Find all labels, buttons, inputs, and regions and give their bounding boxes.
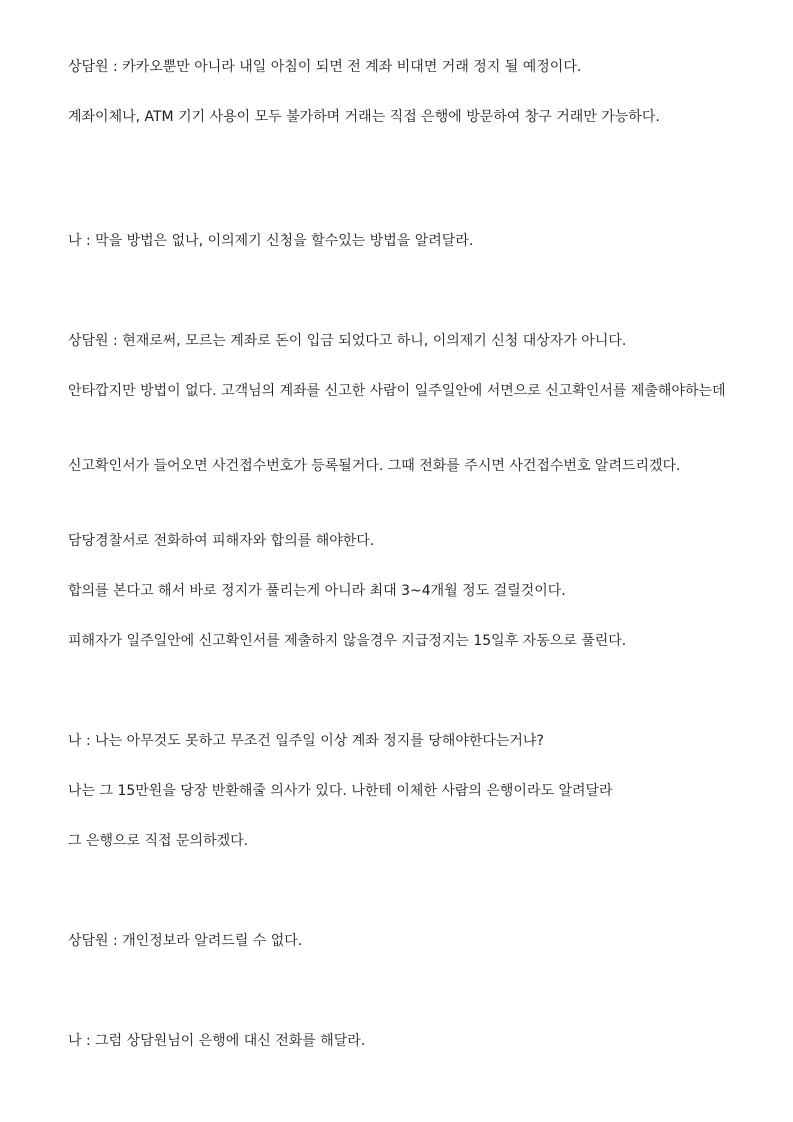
paragraph: 나 : 그럼 상담원님이 은행에 대신 전화를 해달라.	[68, 1033, 366, 1049]
paragraph: 상담원 : 카카오뿐만 아니라 내일 아침이 되면 전 계좌 비대면 거래 정지 될 예정이다.	[68, 59, 582, 75]
paragraph: 나는 그 15만원을 당장 반환해줄 의사가 있다. 나한테 이체한 사람의 은행이라도 알려달라	[68, 783, 613, 799]
paragraph: 나 : 막을 방법은 없나, 이의제기 신청을 할수있는 방법을 알려달라.	[68, 233, 474, 249]
paragraph: 담당경찰서로 전화하여 피해자와 합의를 해야한다.	[68, 533, 375, 549]
paragraph: 계좌이체나, ATM 기기 사용이 모두 불가하며 거래는 직접 은행에 방문하여 창구 거래만 가능하다.	[68, 109, 660, 125]
paragraph: 그 은행으로 직접 문의하겠다.	[68, 833, 249, 849]
paragraph: 신고확인서가 들어오면 사건접수번호가 등록될거다. 그때 전화를 주시면 사건접수번호 알려드리겠다.	[68, 458, 681, 474]
paragraph: 합의를 본다고 해서 바로 정지가 풀리는게 아니라 최대 3~4개월 정도 걸릴것이다.	[68, 583, 566, 599]
paragraph: 안타깝지만 방법이 없다. 고객님의 계좌를 신고한 사람이 일주일안에 서면으로 신고확인서를 제출해야하는데	[68, 383, 726, 399]
paragraph: 상담원 : 개인정보라 알려드릴 수 없다.	[68, 933, 303, 949]
paragraph: 나 : 나는 아무것도 못하고 무조건 일주일 이상 계좌 정지를 당해야한다는거냐?	[68, 733, 544, 749]
paragraph: 피해자가 일주일안에 신고확인서를 제출하지 않을경우 지급정지는 15일후 자동으로 풀린다.	[68, 633, 627, 649]
paragraph: 상담원 : 현재로써, 모르는 계좌로 돈이 입금 되었다고 하니, 이의제기 신청 대상자가 아니다.	[68, 333, 627, 349]
